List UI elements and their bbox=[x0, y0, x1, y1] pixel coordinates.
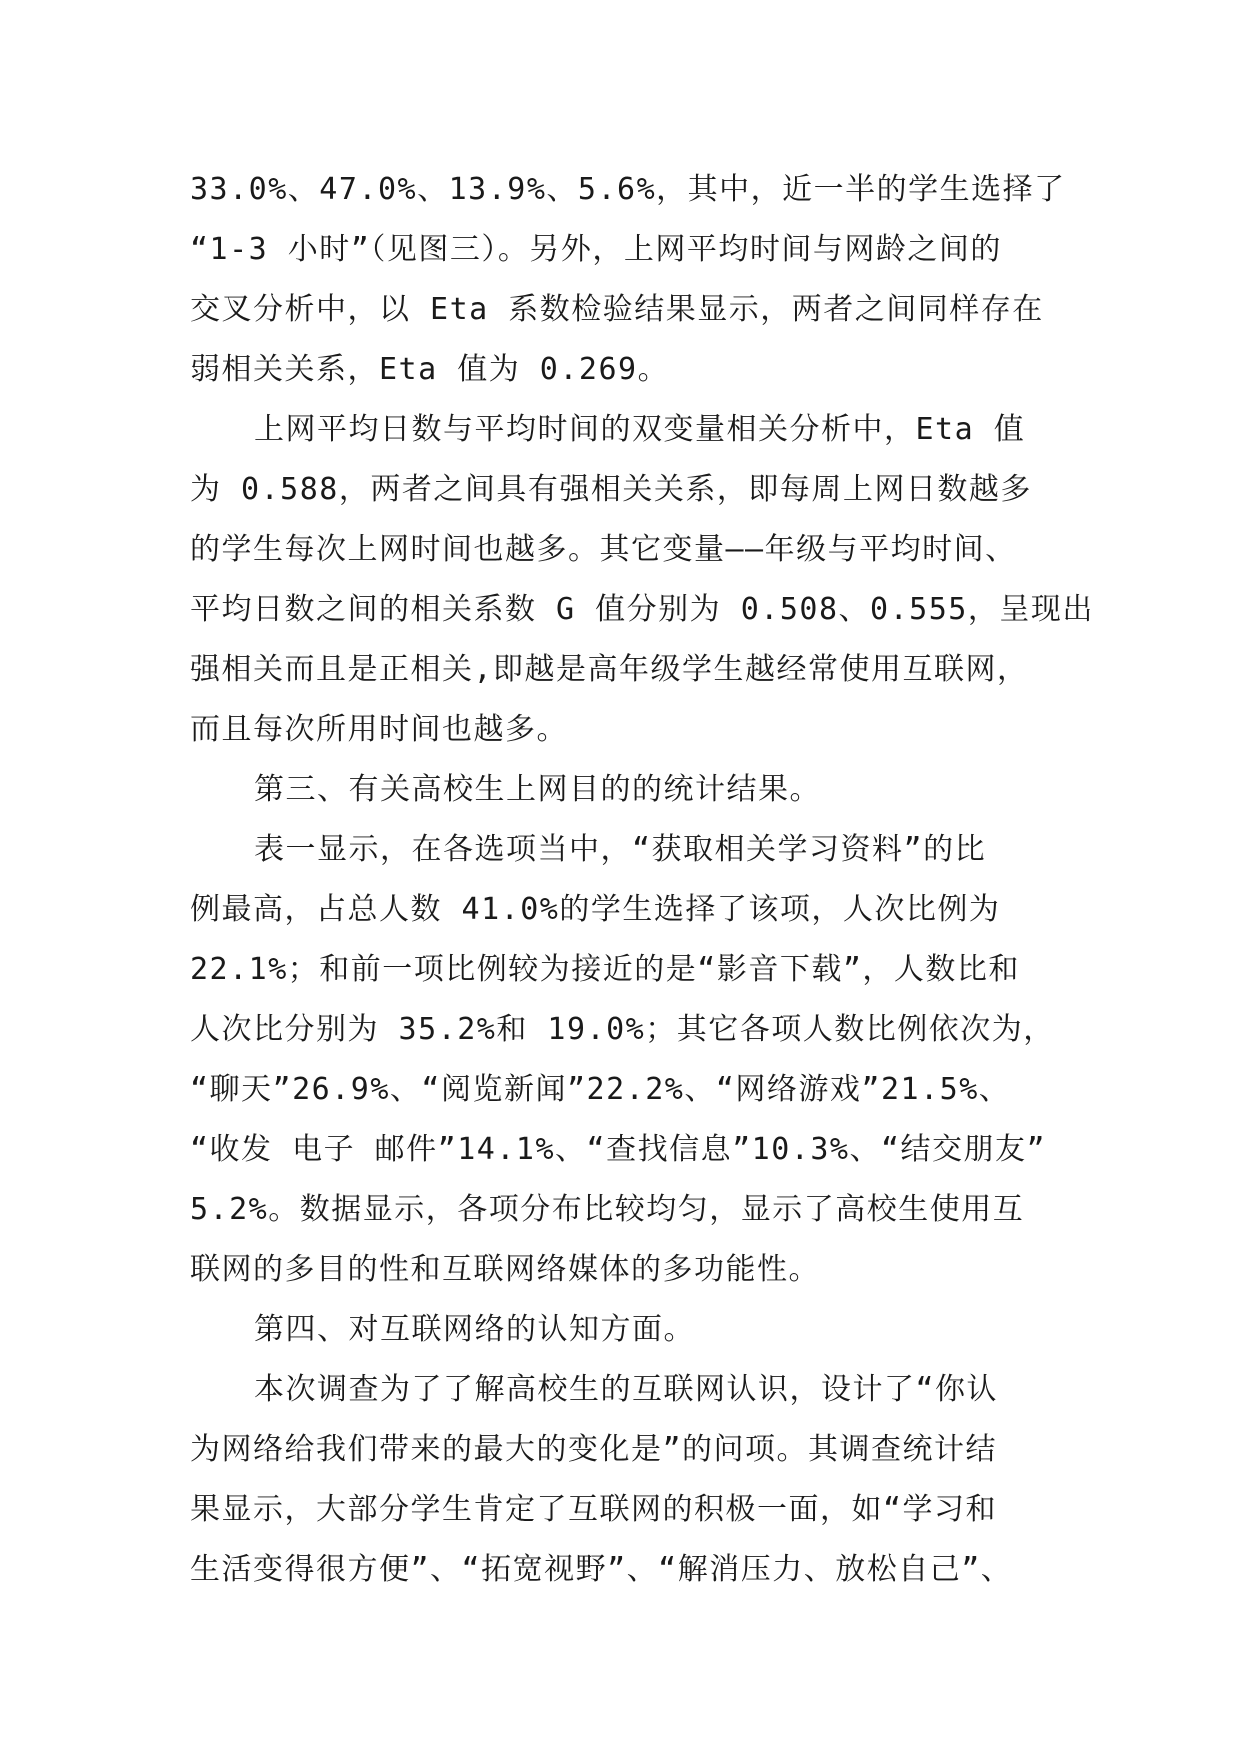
text-line: 平均日数之间的相关系数 G 值分别为 0.508、0.555，呈现出 bbox=[190, 592, 1094, 627]
text-line: 弱相关关系，Eta 值为 0.269。 bbox=[190, 352, 670, 387]
text-line: 为网络给我们带来的最大的变化是”的问项。其调查统计结 bbox=[190, 1432, 998, 1467]
text-line: 5.2%。数据显示，各项分布比较均匀，显示了高校生使用互 bbox=[190, 1192, 1025, 1227]
paragraph-start-line: 上网平均日数与平均时间的双变量相关分析中，Eta 值 bbox=[254, 412, 1026, 447]
text-line: 而且每次所用时间也越多。 bbox=[190, 712, 568, 747]
text-line: “聊天”26.9%、“阅览新闻”22.2%、“网络游戏”21.5%、 bbox=[190, 1072, 1011, 1107]
paragraph-start-line: 表一显示，在各选项当中，“获取相关学习资料”的比 bbox=[254, 832, 987, 867]
text-line: 强相关而且是正相关,即越是高年级学生越经常使用互联网， bbox=[190, 652, 1029, 687]
text-line: 例最高，占总人数 41.0%的学生选择了该项，人次比例为 bbox=[190, 892, 1001, 927]
text-line: “1-3 小时”（见图三）。另外，上网平均时间与网龄之间的 bbox=[190, 232, 1002, 267]
paragraph-start-line: 本次调查为了了解高校生的互联网认识，设计了“你认 bbox=[254, 1372, 999, 1407]
text-line: 为 0.588，两者之间具有强相关关系，即每周上网日数越多 bbox=[190, 472, 1032, 507]
text-line: 22.1%；和前一项比例较为接近的是“影音下载”，人数比和 bbox=[190, 952, 1020, 987]
text-line: 交叉分析中，以 Eta 系数检验结果显示，两者之间同样存在 bbox=[190, 292, 1044, 327]
section-heading-4: 第四、对互联网络的认知方面。 bbox=[254, 1312, 695, 1347]
text-line: 果显示，大部分学生肯定了互联网的积极一面，如“学习和 bbox=[190, 1492, 998, 1527]
text-line: “收发 电子 邮件”14.1%、“查找信息”10.3%、“结交朋友” bbox=[190, 1132, 1047, 1167]
text-line: 的学生每次上网时间也越多。其它变量——年级与平均时间、 bbox=[190, 532, 1017, 567]
text-line: 人次比分别为 35.2%和 19.0%；其它各项人数比例依次为， bbox=[190, 1012, 1055, 1047]
section-heading-3: 第三、有关高校生上网目的的统计结果。 bbox=[254, 772, 821, 807]
text-line: 联网的多目的性和互联网络媒体的多功能性。 bbox=[190, 1252, 820, 1287]
text-line: 生活变得很方便”、“拓宽视野”、“解消压力、放松自己”、 bbox=[190, 1552, 1013, 1587]
text-line: 33.0%、47.0%、13.9%、5.6%，其中，近一半的学生选择了 bbox=[190, 172, 1066, 207]
document-body bbox=[190, 160, 1094, 1600]
